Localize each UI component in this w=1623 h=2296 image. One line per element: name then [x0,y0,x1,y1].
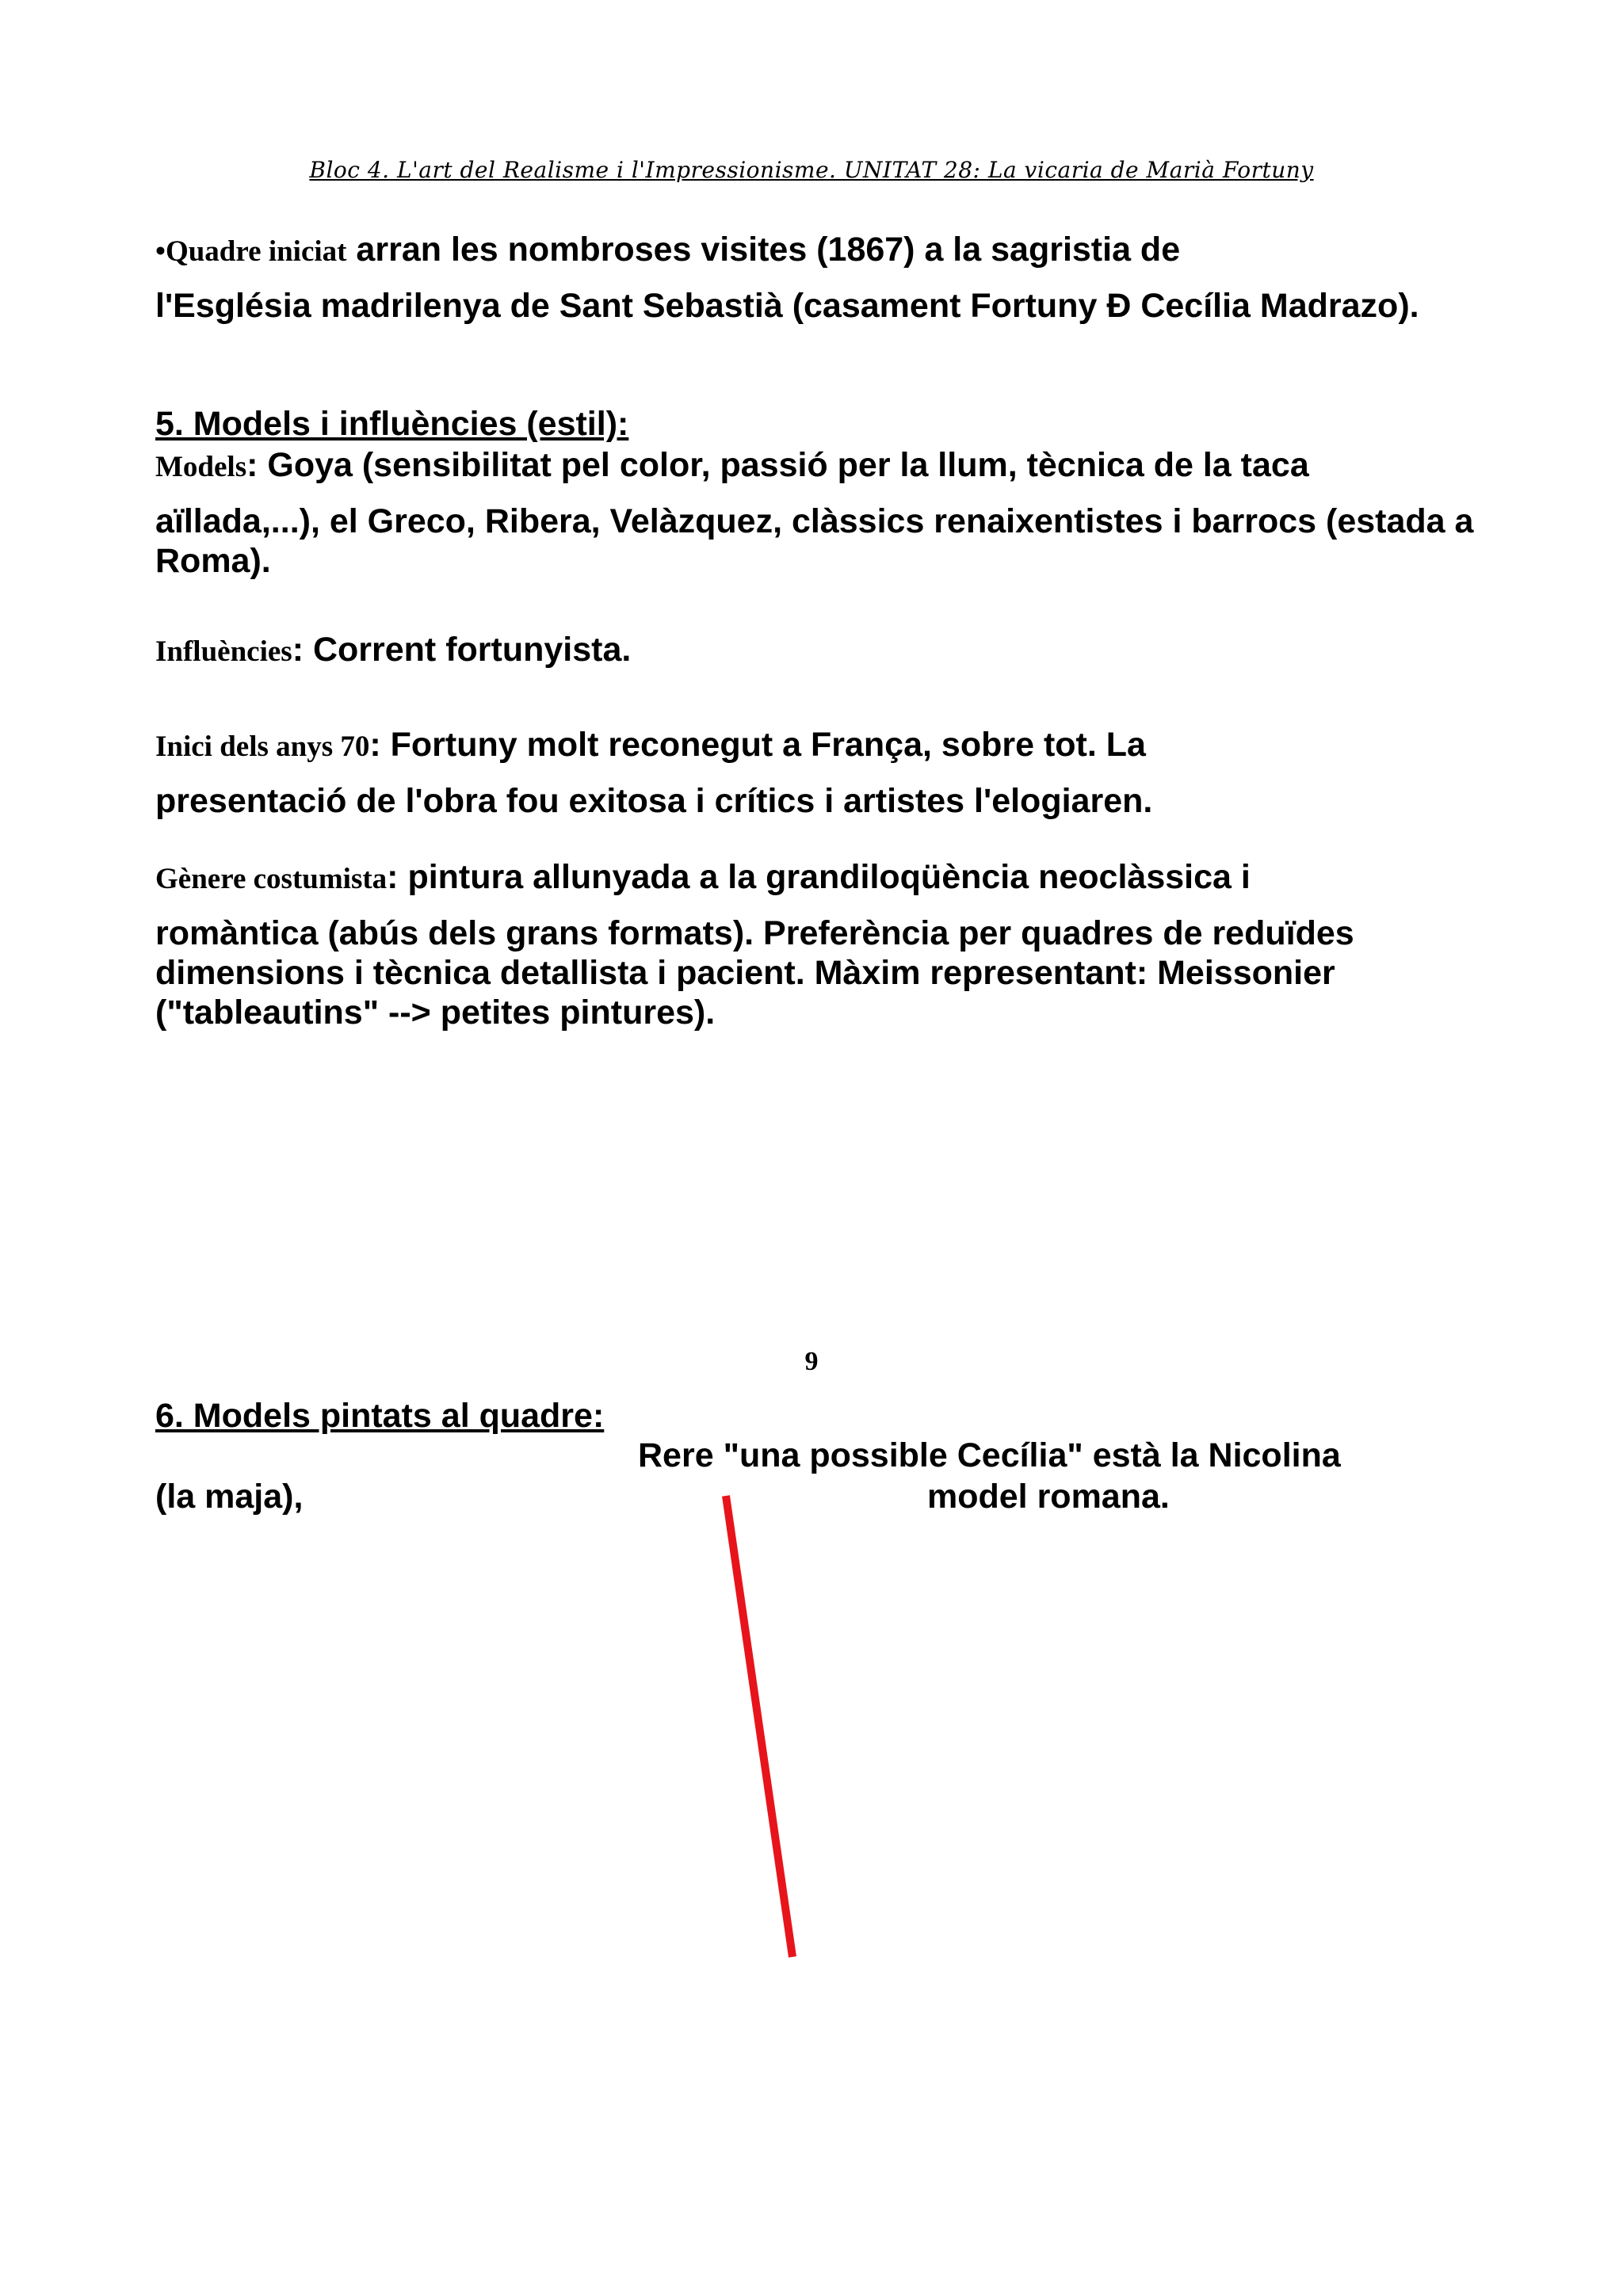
page-number: 9 [804,1347,819,1376]
genre-text-line1: : pintura allunyada a la grandiloqüència neoclàssica i [387,858,1251,896]
seventies-text-rest: presentació de l'obra fou exitosa i crítics i artistes l'elogiaren. [155,782,1153,820]
red-pointer-line [726,1496,792,1957]
label-maja: (la maja), [155,1478,304,1516]
section-5-heading: 5. Models i influències (estil): [155,405,629,443]
page-header: Bloc 4. L'art del Realisme i l'Impressionisme. UNITAT 28: La vicaria de Marià Fortuny [309,157,1314,183]
models-text-rest: aïllada,...), el Greco, Ribera, Velàzquez, clàssics renaixentistes i barrocs (estada a Roma). [155,502,1474,580]
label-behind-cecilia: Rere "una possible Cecília" està la Nicolina [638,1436,1341,1474]
influences-text: : Corrent fortunyista. [292,631,632,669]
models-lead: Models [155,451,247,483]
models-text-line1: : Goya (sensibilitat pel color, passió per la llum, tècnica de la taca [246,446,1309,484]
intro-text-rest: l'Església madrilenya de Sant Sebastià (casament Fortuny Ð Cecília Madrazo). [155,287,1419,325]
genre-text-rest: romàntica (abús dels grans formats). Preferència per quadres de reduïdes dimensions i tècnica detallista i pacient. Màxim representant: Meissonier ("tableautins" --> petites pintures). [155,914,1354,1032]
genre-lead: Gènere costumista [155,863,388,895]
seventies-lead: Inici dels anys 70 [155,730,370,763]
section-6-heading: 6. Models pintats al quadre: [155,1397,605,1435]
influences-lead: Influències [155,635,292,668]
intro-lead: •Quadre iniciat [155,235,347,268]
seventies-text-line1: : Fortuny molt reconegut a França, sobre tot. La [369,726,1146,764]
intro-text-line1: arran les nombroses visites (1867) a la sagristia de [346,231,1181,269]
label-roman-model: model romana. [927,1478,1170,1516]
